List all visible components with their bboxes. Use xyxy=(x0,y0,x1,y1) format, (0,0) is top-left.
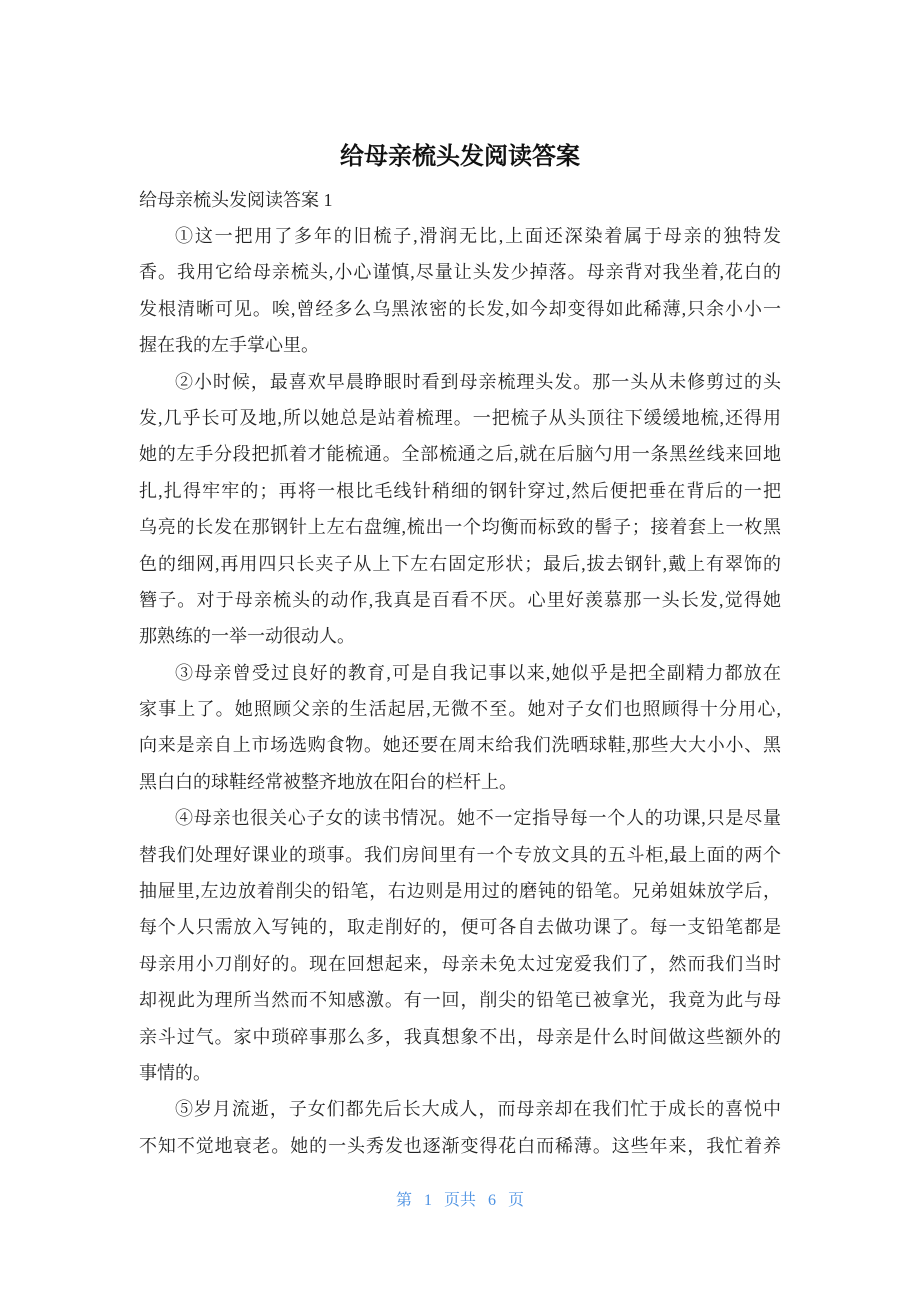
paragraph-line: 不知不觉地衰老。她的一头秀发也逐渐变得花白而稀薄。这些年来，我忙着养 xyxy=(139,1135,781,1156)
paragraph-line: 每个人只需放入写钝的，取走削好的，便可各自去做功课了。每一支铅笔都是 xyxy=(139,917,781,938)
paragraph-line: 香。我用它给母亲梳头,小心谨慎,尽量让头发少掉落。母亲背对我坐着,花白的 xyxy=(139,262,781,283)
footer-total-pages: 6 xyxy=(488,1192,496,1209)
paragraph-line: 握在我的左手掌心里。 xyxy=(139,335,319,356)
paragraphs xyxy=(139,218,781,1164)
paragraph-line: 发根清晰可见。唉,曾经多么乌黑浓密的长发,如今却变得如此稀薄,只余小小一 xyxy=(139,298,781,319)
paragraph-line: 乌亮的长发在那钢针上左右盘缠,梳出一个均衡而标致的髻子；接着套上一枚黑 xyxy=(139,517,781,538)
paragraph-line: ②小时候，最喜欢早晨睁眼时看到母亲梳理头发。那一头从未修剪过的头 xyxy=(175,371,781,392)
paragraph xyxy=(139,218,781,364)
paragraph-line: 她的左手分段把抓着才能梳通。全部梳通之后,就在后脑勺用一条黑丝线来回地 xyxy=(139,444,781,465)
paragraph xyxy=(139,1091,781,1164)
paragraph-line: ④母亲也很关心子女的读书情况。她不一定指导每一个人的功课,只是尽量 xyxy=(175,808,781,829)
paragraph xyxy=(139,655,781,801)
paragraph-line: 家事上了。她照顾父亲的生活起居,无微不至。她对子女们也照顾得十分用心, xyxy=(139,699,781,720)
paragraph-line: 那熟练的一举一动很动人。 xyxy=(139,626,355,647)
paragraph-line: 替我们处理好课业的琐事。我们房间里有一个专放文具的五斗柜,最上面的两个 xyxy=(139,844,781,865)
paragraph-line: ⑤岁月流逝，子女们都先后长大成人，而母亲却在我们忙于成长的喜悦中 xyxy=(175,1099,781,1120)
paragraph-line: 抽屉里,左边放着削尖的铅笔，右边则是用过的磨钝的铅笔。兄弟姐妹放学后， xyxy=(139,881,781,902)
section-heading: 给母亲梳头发阅读答案 1 xyxy=(139,190,333,210)
footer-page-of: 页共 xyxy=(443,1192,476,1209)
footer-page-number: 1 xyxy=(423,1192,432,1209)
paragraph-line: 事情的。 xyxy=(139,1062,211,1083)
paragraph-line: ③母亲曾受过良好的教育,可是自我记事以来,她似乎是把全副精力都放在 xyxy=(175,662,781,683)
paragraph-line: 亲斗过气。家中琐碎事那么多，我真想象不出，母亲是什么时间做这些额外的 xyxy=(139,1026,781,1047)
paragraph xyxy=(139,364,781,655)
document-body xyxy=(139,182,781,1164)
paragraph-line: 发,几乎长可及地,所以她总是站着梳理。一把梳子从头顶往下缓缓地梳,还得用 xyxy=(139,407,781,428)
paragraph-line: 向来是亲自上市场选购食物。她还要在周末给我们洗晒球鞋,那些大大小小、黑 xyxy=(139,735,781,756)
paragraph-line: 黑白白的球鞋经常被整齐地放在阳台的栏杆上。 xyxy=(139,771,517,792)
paragraph-line: ①这一把用了多年的旧梳子,滑润无比,上面还深染着属于母亲的独特发 xyxy=(175,226,781,246)
footer-page-label: 第 xyxy=(395,1192,412,1209)
paragraph-line: 却视此为理所当然而不知感激。有一回，削尖的铅笔已被拿光，我竟为此与母 xyxy=(139,990,781,1011)
page-footer xyxy=(0,1187,920,1210)
paragraph-line: 色的细网,再用四只长夹子从上下左右固定形状；最后,拔去钢针,戴上有翠饰的 xyxy=(139,553,781,574)
footer-page-suffix: 页 xyxy=(508,1192,525,1209)
paragraph-line: 簪子。对于母亲梳头的动作,我真是百看不厌。心里好羡慕那一头长发,觉得她 xyxy=(139,589,781,610)
paragraph-line: 扎,扎得牢牢的；再将一根比毛线针稍细的钢针穿过,然后便把垂在背后的一把 xyxy=(139,480,781,501)
document-title: 给母亲梳头发阅读答案 xyxy=(340,143,580,170)
paragraph-line: 母亲用小刀削好的。现在回想起来，母亲未免太过宠爱我们了，然而我们当时 xyxy=(139,953,781,974)
paragraph xyxy=(139,800,781,1091)
